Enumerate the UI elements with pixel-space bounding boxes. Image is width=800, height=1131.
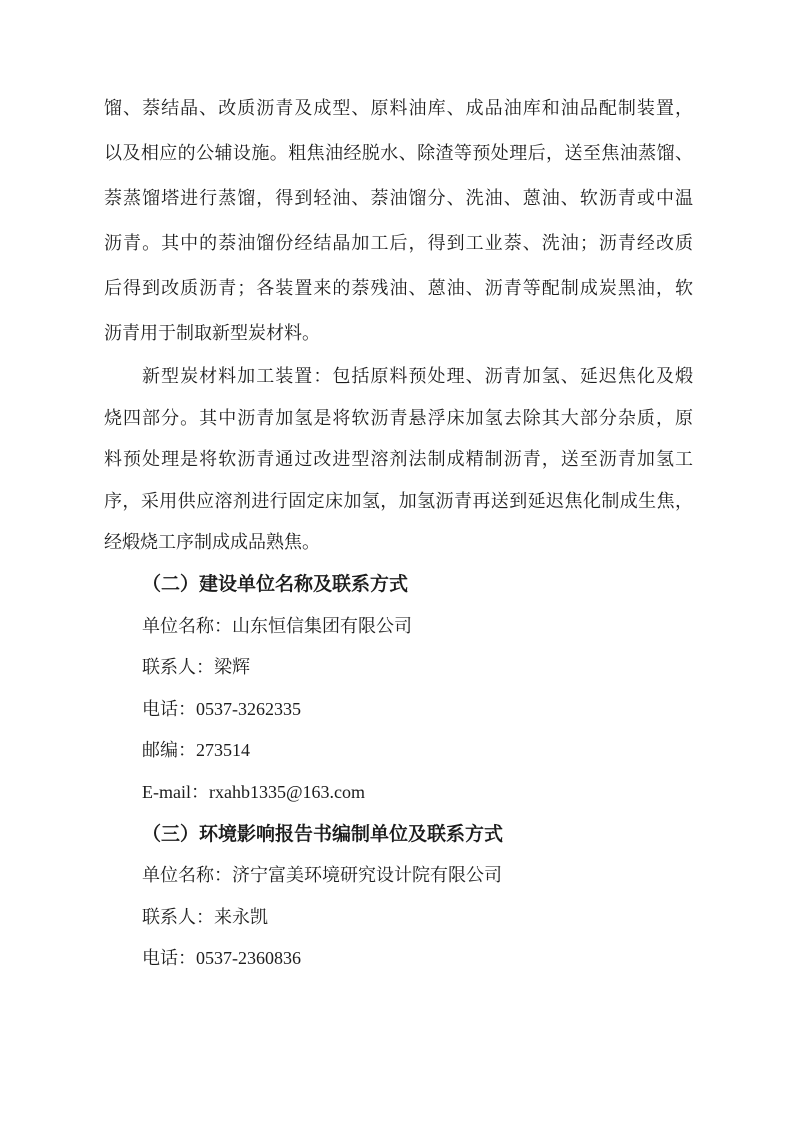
paragraph2-line: 烧四部分。其中沥青加氢是将软沥青悬浮床加氢去除其大部分杂质，原 — [104, 407, 693, 428]
field-postal-code: 邮编：273514 — [142, 740, 250, 761]
paragraph1-line: 馏、萘结晶、改质沥青及成型、原料油库、成品油库和油品配制装置， — [104, 98, 693, 118]
field-email: E-mail：rxahb1335@163.com — [142, 781, 366, 802]
paragraph1-line: 沥青用于制取新型炭材料。 — [104, 323, 320, 343]
field-unit-name: 单位名称：济宁富美环境研究设计院有限公司 — [142, 865, 502, 886]
paragraph2-line: 新型炭材料加工装置：包括原料预处理、沥青加氢、延迟焦化及煅 — [142, 366, 693, 386]
paragraph1-line: 沥青。其中的萘油馏份经结晶加工后，得到工业萘、洗油；沥青经改质 — [104, 233, 693, 253]
paragraph2-line: 序，采用供应溶剂进行固定床加氢，加氢沥青再送到延迟焦化制成生焦， — [104, 490, 693, 511]
field-phone: 电话：0537-2360836 — [142, 948, 301, 969]
section-heading-construction-unit: （二）建设单位名称及联系方式 — [142, 573, 409, 595]
paragraph1-line: 以及相应的公辅设施。粗焦油经脱水、除渣等预处理后，送至焦油蒸馏、 — [104, 143, 693, 163]
paragraph2-line: 料预处理是将软沥青通过改进型溶剂法制成精制沥青，送至沥青加氢工 — [104, 449, 693, 470]
paragraph1-line: 萘蒸馏塔进行蒸馏，得到轻油、萘油馏分、洗油、蒽油、软沥青或中温 — [104, 188, 693, 208]
section-heading-report-unit: （三）环境影响报告书编制单位及联系方式 — [142, 823, 504, 845]
paragraph2-line: 经煅烧工序制成成品熟焦。 — [104, 532, 320, 553]
field-unit-name: 单位名称：山东恒信集团有限公司 — [142, 615, 412, 636]
field-phone: 电话：0537-3262335 — [142, 698, 301, 719]
field-contact-person: 联系人：梁辉 — [142, 657, 250, 678]
paragraph1-line: 后得到改质沥青；各装置来的萘残油、蒽油、沥青等配制成炭黑油，软 — [104, 278, 693, 298]
field-contact-person: 联系人：来永凯 — [142, 906, 268, 927]
